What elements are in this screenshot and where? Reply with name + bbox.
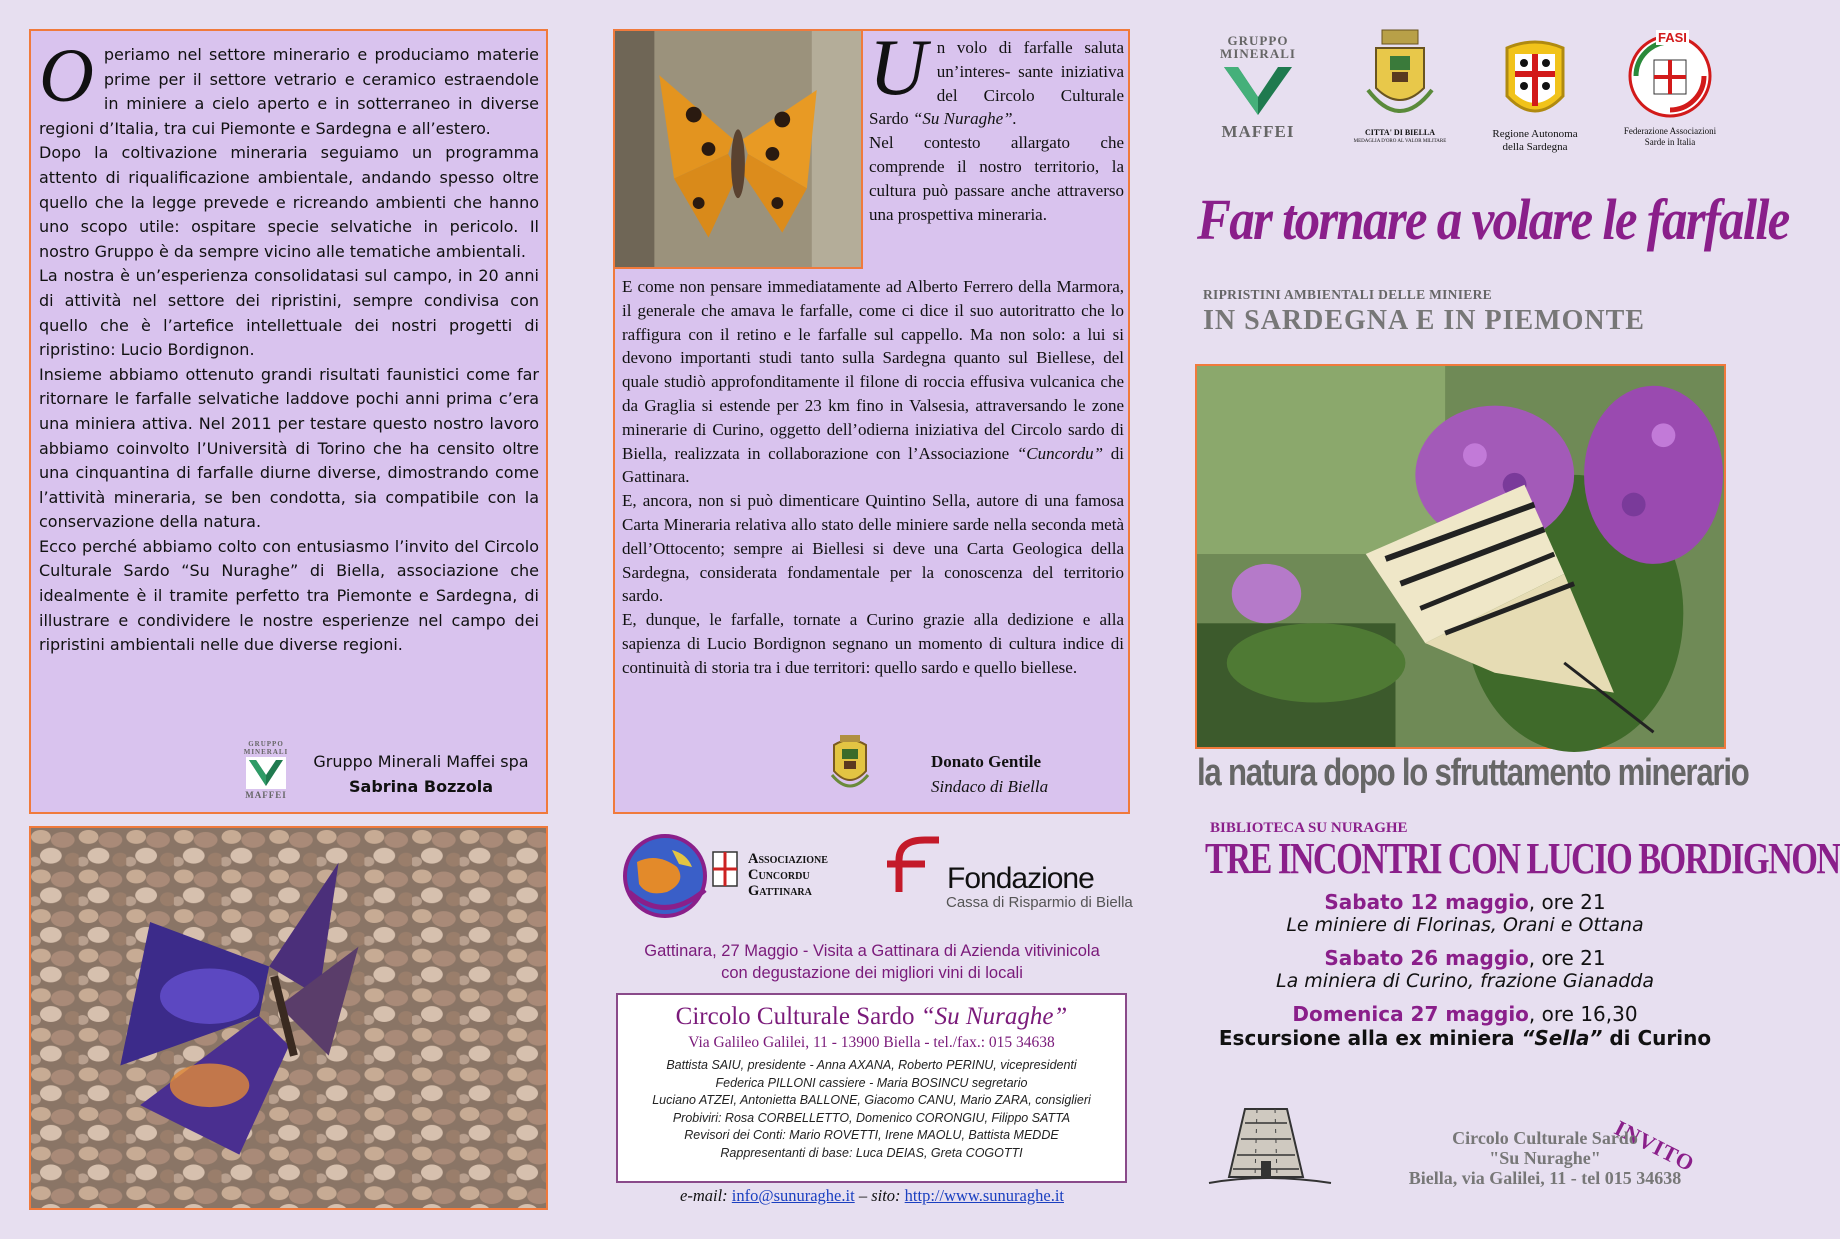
middle-signature (931, 749, 1121, 799)
left-paragraph: Ecco perché abbiamo colto con entusiasmo l’invito del Circolo Culturale Sardo “Su Nuraghe” di Biella, associazione che idealmente è il tramite perfetto tra Piemonte e Sardegna, di illustrare e condividere le nostre esperienze nel campo dei ripristini ambientali nelle due diverse regioni. (39, 536, 539, 655)
event-day: Sabato 26 maggio (1324, 946, 1529, 970)
maffei-mini-mark-icon (246, 757, 286, 789)
credits-line: Revisori dei Conti: Mario ROVETTI, Irene MAOLU, Battista MEDDE (684, 1128, 1059, 1142)
left-paragraph: La nostra è un’esperienza consolidatasi sul campo, in 20 anni di attività nel settore dei ripristini, sempre condivisa con quello che è l’artefice intellettuale dei nostri progetti di ripristino: Lucio Bordignon. (39, 266, 539, 360)
photo-swallowtail-buddleia (1195, 364, 1726, 749)
event-time: , ore 16,30 (1528, 1002, 1638, 1026)
middle-text-panel (613, 24, 1130, 814)
circolo-address: Via Galileo Galilei, 11 - 13900 Biella - tel./fax.: 015 34638 (688, 1034, 1055, 1051)
event-topic: La miniera di Curino, frazione Gianadda (1276, 970, 1654, 992)
event-topic (1200, 1026, 1730, 1050)
event-topic-text: Escursione alla ex miniera (1218, 1026, 1522, 1050)
left-text-panel (29, 29, 548, 814)
left-paragraph: periamo nel settore minerario e produciamo materie prime per il settore vetrario e ceramico estraendole in miniere a cielo aperto e in sotterraneo in diverse regioni d’Italia, tra cui Piemonte e Sardegna e all’estero. (39, 45, 539, 138)
event-topic: Le miniere di Florinas, Orani e Ottana (1286, 914, 1644, 936)
left-paragraph: Dopo la coltivazione mineraria seguiamo un programma attento di riqualificazione ambientale, andando spesso oltre quello che la legge prevede e ricreando ambienti che hanno uno scopo utile: ospitare specie selvatiche in pericolo. Il nostro Gruppo è da sempre vicino alle tematiche ambientali. (39, 143, 539, 261)
event-date (1200, 1002, 1730, 1026)
events-list (1200, 890, 1730, 1050)
swallowtail-image (1197, 366, 1724, 747)
tree-butterfly-image (615, 31, 861, 267)
email-label: e-mail: (680, 1186, 728, 1205)
biella-coat-of-arms-icon (1360, 28, 1440, 128)
left-dropcap: O (39, 34, 94, 118)
middle-paragraph-text: E come non pensare immediatamente ad Alberto Ferrero della Marmora, il generale che amava le farfalle, come ci dice il suo autoritratto che lo raffigura con il retino e le farfalle sul cappello. Ma non solo: a lui si devono importanti studi tanto sulla Sardegna quanto sul Biellese, del quale studiò approfonditamente il filone di roccia effusiva vulcanica che da Graglia si estende per 23 km fino in Valsesia, attraversando le zone minerarie di Curino, oggetto dell’odierna iniziativa del Circolo sardo di Biella, realizzata in collaborazione con l’Associazione (622, 277, 1124, 463)
credits-line: Probiviri: Rosa CORBELLETTO, Domenico CORONGIU, Filippo SATTA (672, 1110, 1071, 1125)
event-day: Sabato 12 maggio (1324, 890, 1529, 914)
event-date (1200, 946, 1730, 970)
fondazione-f-logo-icon (885, 834, 947, 894)
middle-intro-quote: “Su Nuraghe”. (912, 109, 1017, 129)
credits-line: Federica PILLONI cassiere - Maria BOSINCU segretario (715, 1075, 1028, 1090)
invito-label: INVITO (1610, 1115, 1699, 1177)
event-time: , ore 21 (1528, 890, 1606, 914)
event-topic-text: di Curino (1602, 1026, 1712, 1050)
maffei-mini-logo-bottom: MAFFEI (245, 790, 287, 800)
fondazione-sub: Cassa di Risparmio di Biella (946, 894, 1133, 911)
site-link[interactable]: http://www.sunuraghe.it (904, 1186, 1064, 1205)
middle-intro-line: Circolo Culturale Sardo (869, 85, 1124, 129)
fasi-badge: FASI (1658, 30, 1687, 45)
circolo-title (618, 1003, 1125, 1031)
footer-line: "Su Nuraghe" (1489, 1148, 1601, 1168)
middle-paragraph-quote: “Cuncordu” (1016, 443, 1104, 463)
credits-line: Battista SAIU, presidente - Anna AXANA, Roberto PERINU, vicepresidenti (666, 1058, 1077, 1072)
tagline: la natura dopo lo sfruttamento minerario (1197, 752, 1749, 794)
contact-line (614, 1186, 1130, 1206)
middle-intro-line: sante iniziativa del (936, 61, 1125, 105)
cuncordu-logo-text (748, 851, 828, 899)
circolo-title-quote: “Su Nuraghe” (920, 1003, 1068, 1030)
maffei-logo (1203, 34, 1313, 142)
middle-paragraph-text: di Gattinara. (622, 443, 1124, 487)
left-signature-name: Sabrina Bozzola (349, 777, 493, 796)
nuraghe-tower-icon (1205, 1103, 1335, 1187)
cuncordu-line: Gattinara (748, 883, 812, 899)
event-date (1200, 890, 1730, 914)
maffei-logo-top: GRUPPO MINERALI (1220, 33, 1296, 61)
circolo-title-text: Circolo Culturale Sardo (675, 1003, 915, 1030)
circolo-credits (618, 1057, 1125, 1162)
fasi-logo (1610, 28, 1730, 148)
left-text-body (39, 34, 539, 658)
middle-paragraph: E, dunque, le farfalle, tornate a Curino grazie alla dedizione e alla sapienza di Lucio Bordignon segnano un momento di cultura indice di continuità di storia tra i due territori: quello sardo e quello biellese. (622, 610, 1124, 677)
middle-intro-rest: Nel contesto allargato che comprende il nostro territorio, la cultura può passare anche attraverso una prospettiva mineraria. (869, 133, 1124, 224)
fondazione-logo-text (947, 864, 1133, 911)
photo-butterfly-gravel (29, 826, 548, 1210)
visit-line: con degustazione dei migliori vini di locali (721, 964, 1023, 982)
middle-dropcap: U (869, 24, 927, 112)
circolo-box (616, 993, 1127, 1183)
title-subtitle-small: RIPRISTINI AMBIENTALI DELLE MINIERE (1203, 287, 1492, 302)
contact-separator: – (858, 1186, 872, 1205)
middle-paragraph: E, ancora, non si può dimenticare Quintino Sella, autore di una famosa Carta Mineraria relativa allo stato delle miniere sarde nella seconda metà dell’Ottocento; sempre ai Biellesi si deve una Carta Geologica della Sardegna, considerata fondamentale per la conoscenza del territorio sardo. (622, 491, 1124, 606)
gattinara-visit (614, 940, 1130, 984)
left-paragraph: Insieme abbiamo ottenuto grandi risultati faunistici come far ritornare le farfalle selvatiche laddove pochi anni prima c’era una miniera attiva. Nel 2011 per testare questo nostro lavoro abbiamo coinvolto l’Università di Torino che ha censito oltre una cinquantina di farfalle diurne diverse, dimostrando come l’attività mineraria, se ben condotta, sia compatibile con la conservazione della natura. (39, 364, 539, 532)
footer-line: Circolo Culturale Sardo (1452, 1128, 1638, 1148)
biella-logo-name: CITTA' DI BIELLA (1364, 128, 1436, 137)
biella-logo (1345, 28, 1455, 145)
credits-line: Rappresentanti di base: Luca DEIAS, Greta COGOTTI (720, 1145, 1023, 1160)
middle-intro-line: n volo di farfalle (936, 38, 1073, 57)
credits-line: Luciano ATZEI, Antonietta BALLONE, Giacomo CANU, Mario ZARA, consiglieri (652, 1093, 1091, 1107)
maffei-mini-logo-top: GRUPPO MINERALI (243, 740, 289, 756)
biella-coat-of-arms-small-icon (828, 731, 872, 795)
event-topic-quote: “Sella” (1521, 1026, 1603, 1050)
email-link[interactable]: info@sunuraghe.it (731, 1186, 855, 1205)
left-signature (301, 749, 541, 799)
meetings-title: TRE INCONTRI CON LUCIO BORDIGNON (1205, 834, 1840, 883)
cuncordu-globe-logo-icon (617, 832, 747, 924)
photo-butterfly-tree (613, 29, 863, 269)
maffei-mini-logo (236, 740, 296, 810)
maffei-logo-bottom: MAFFEI (1221, 122, 1295, 141)
middle-body (622, 275, 1124, 680)
middle-paragraph (622, 275, 1124, 489)
main-title: Far tornare a volare le farfalle (1197, 187, 1789, 252)
middle-signature-name: Donato Gentile (931, 752, 1042, 771)
footer-line: Biella, via Galilei, 11 - tel 015 34638 (1408, 1168, 1682, 1188)
gravel-butterfly-image (31, 828, 546, 1208)
library-label: BIBLIOTECA SU NURAGHE (1210, 820, 1408, 836)
sardegna-logo (1470, 38, 1600, 154)
cuncordu-line: Associazione (748, 851, 828, 867)
maffei-mark-icon (1220, 63, 1296, 119)
left-signature-company: Gruppo Minerali Maffei spa (313, 752, 529, 771)
middle-intro-line: saluta un’interes- (936, 38, 1125, 81)
biella-logo-sub: MEDAGLIA D'ORO AL VALOR MILITARE (1353, 139, 1447, 144)
sardegna-logo-text: Regione Autonoma della Sardegna (1492, 128, 1578, 153)
footer-circolo (1365, 1128, 1725, 1188)
sardegna-four-moors-icon (1499, 38, 1571, 128)
fondazione-name: Fondazione (947, 862, 1094, 895)
middle-intro (869, 24, 1125, 226)
visit-line: Gattinara, 27 Maggio - Visita a Gattinara di Azienda vitivinicola (644, 942, 1100, 960)
cuncordu-line: Cuncordu (748, 867, 810, 883)
event-day: Domenica 27 maggio (1292, 1002, 1529, 1026)
site-label: sito: (871, 1186, 901, 1205)
title-subtitle-big: IN SARDEGNA E IN PIEMONTE (1203, 305, 1645, 336)
middle-signature-role: Sindaco di Biella (931, 777, 1049, 796)
event-time: , ore 21 (1528, 946, 1606, 970)
fasi-logo-text: Federazione Associazioni Sarde in Italia (1623, 126, 1717, 147)
